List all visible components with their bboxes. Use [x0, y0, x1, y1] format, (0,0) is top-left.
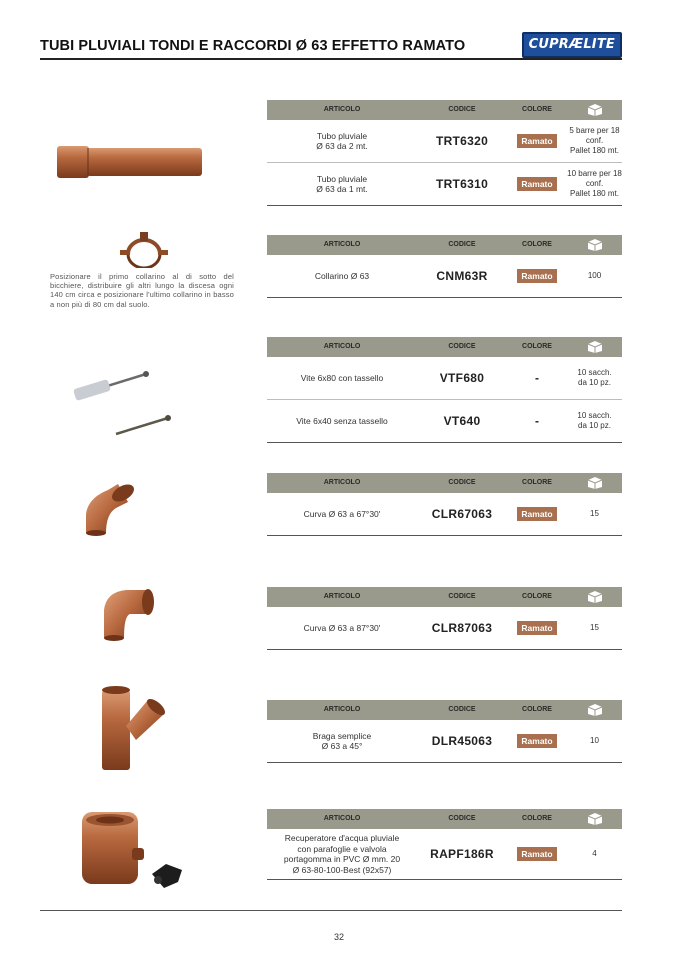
table-row [267, 163, 622, 206]
product-code: VT640 [443, 414, 481, 428]
product-description: Tubo pluviale Ø 63 da 2 mt. [316, 130, 368, 151]
table-header [267, 100, 622, 120]
product-description: Recuperatore d'acqua pluviale con parafoglie e valvola portagomma in PVC Ø mm. 20 Ø 63-80-100-Best (92x57) [283, 833, 401, 875]
header-articolo: ARTICOLO [323, 343, 361, 350]
page-header [40, 36, 622, 58]
box-icon [586, 238, 604, 252]
product-description: Vite 6x80 con tassello [300, 372, 384, 383]
header-articolo: ARTICOLO [323, 593, 361, 600]
pack-info: 4 [592, 849, 597, 858]
header-colore: COLORE [522, 706, 552, 713]
section-screws [267, 337, 622, 443]
section-branch-45 [267, 700, 622, 763]
header-codice: CODICE [448, 241, 476, 248]
table-header [267, 700, 622, 720]
product-code: TRT6310 [435, 177, 489, 191]
color-cell [507, 720, 567, 762]
color-cell [507, 493, 567, 535]
product-code: CLR87063 [431, 621, 493, 635]
color-cell [507, 255, 567, 297]
header-colore: COLORE [522, 593, 552, 600]
pack-info: 15 [590, 509, 599, 518]
header-colore: COLORE [522, 106, 552, 113]
box-icon [586, 703, 604, 717]
color-cell: - [535, 414, 539, 428]
branch-45-image [96, 684, 168, 772]
section-rainwater-collector [267, 809, 622, 880]
installation-note: Posizionare il primo collarino al di sotto del bicchiere, distribuire gli altri lungo la discesa ogni 140 cm circa e posizionare l'ultimo collarino in basso a non più di 80 cm dal suolo. [50, 272, 234, 309]
pack-info: 100 [587, 271, 602, 280]
color-badge: Ramato [517, 269, 556, 283]
color-badge: Ramato [517, 177, 556, 191]
table-row [267, 120, 622, 163]
elbow-87-image [98, 582, 160, 642]
table-row [267, 400, 622, 443]
header-articolo: ARTICOLO [323, 106, 361, 113]
header-colore: COLORE [522, 241, 552, 248]
color-badge: Ramato [517, 507, 556, 521]
header-colore: COLORE [522, 479, 552, 486]
color-badge: Ramato [517, 134, 556, 148]
color-cell [507, 829, 567, 879]
elbow-67-image [78, 478, 140, 540]
table-header [267, 337, 622, 357]
pipe-clamp-image [118, 228, 170, 268]
product-description: Tubo pluviale Ø 63 da 1 mt. [316, 173, 368, 194]
header-codice: CODICE [448, 593, 476, 600]
product-code: CLR67063 [431, 507, 493, 521]
product-code: VTF680 [439, 371, 485, 385]
product-description: Braga semplice Ø 63 a 45° [312, 730, 372, 751]
copper-pipe-image [52, 140, 207, 182]
table-header [267, 235, 622, 255]
box-icon [586, 103, 604, 117]
header-codice: CODICE [448, 815, 476, 822]
product-code: TRT6320 [435, 134, 489, 148]
product-description: Curva Ø 63 a 87°30' [303, 622, 381, 633]
color-cell [507, 163, 567, 205]
section-clamp [267, 235, 622, 298]
section-pipes [267, 100, 622, 206]
header-articolo: ARTICOLO [323, 706, 361, 713]
page-title: TUBI PLUVIALI TONDI E RACCORDI Ø 63 EFFETTO RAMATO [40, 38, 466, 54]
header-articolo: ARTICOLO [323, 815, 361, 822]
color-cell [507, 607, 567, 649]
brand-logo: CUPRÆLITE [522, 32, 622, 58]
box-icon [586, 812, 604, 826]
pack-info: 5 barre per 18 conf. Pallet 180 mt. [569, 126, 620, 155]
section-elbow-67 [267, 473, 622, 536]
product-description: Vite 6x40 senza tassello [296, 415, 388, 426]
box-icon [586, 590, 604, 604]
header-colore: COLORE [522, 343, 552, 350]
header-codice: CODICE [448, 479, 476, 486]
product-description: Curva Ø 63 a 67°30' [303, 508, 381, 519]
table-header [267, 473, 622, 493]
rainwater-collector-image [78, 808, 190, 894]
table-row [267, 357, 622, 400]
table-header [267, 809, 622, 829]
product-code: DLR45063 [431, 734, 493, 748]
table-header [267, 587, 622, 607]
table-row [267, 829, 622, 880]
box-icon [586, 476, 604, 490]
table-row [267, 255, 622, 298]
header-codice: CODICE [448, 343, 476, 350]
pack-info: 10 [590, 736, 599, 745]
box-icon [586, 340, 604, 354]
footer-rule [40, 910, 622, 911]
color-badge: Ramato [517, 621, 556, 635]
pack-info: 10 barre per 18 conf. Pallet 180 mt. [567, 169, 622, 198]
pack-info: 10 sacch. da 10 pz. [577, 368, 612, 387]
color-cell: - [535, 371, 539, 385]
pack-info: 10 sacch. da 10 pz. [577, 411, 612, 430]
product-description: Collarino Ø 63 [314, 270, 370, 281]
header-codice: CODICE [448, 106, 476, 113]
section-elbow-87 [267, 587, 622, 650]
pack-info: 15 [590, 623, 599, 632]
product-code: RAPF186R [430, 847, 494, 861]
header-articolo: ARTICOLO [323, 241, 361, 248]
table-row [267, 493, 622, 536]
color-cell [507, 120, 567, 162]
product-code: CNM63R [436, 269, 488, 283]
color-badge: Ramato [517, 734, 556, 748]
color-badge: Ramato [517, 847, 556, 861]
page-number: 32 [333, 932, 344, 942]
header-articolo: ARTICOLO [323, 479, 361, 486]
header-rule [40, 58, 622, 60]
screws-image [68, 362, 178, 442]
header-colore: COLORE [522, 815, 552, 822]
table-row [267, 607, 622, 650]
table-row [267, 720, 622, 763]
header-codice: CODICE [448, 706, 476, 713]
